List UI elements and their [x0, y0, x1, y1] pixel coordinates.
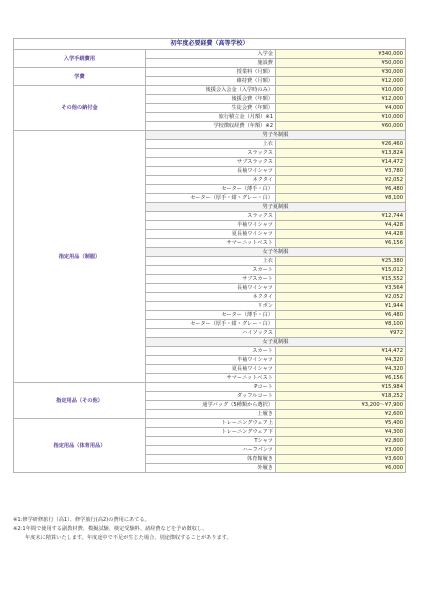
category-label: 指定用品（その他）: [14, 383, 146, 419]
item-amount: ¥2,052: [276, 176, 406, 185]
footnote-2: ※2:1年間で使用する副教材費、模擬試験、検定受験料、諸経費などを予め徴収し、: [13, 526, 208, 532]
footnote-1: ※1:修学研修旅行（高1）、修学旅行(高2)の費用にあてる。: [13, 517, 150, 523]
item-amount: ¥15,984: [276, 383, 406, 392]
item-label: ネクタイ: [146, 176, 276, 185]
item-label: サマーニットベスト: [146, 239, 276, 248]
fee-row: [14, 419, 406, 428]
item-label: 後援会費（年額）: [146, 95, 276, 104]
item-label: 長袖ワイシャツ: [146, 167, 276, 176]
item-amount: ¥3,200～¥7,900: [276, 401, 406, 410]
item-amount: ¥3,000: [276, 446, 406, 455]
item-label: トレーニングウェア上: [146, 419, 276, 428]
item-amount: ¥3,780: [276, 167, 406, 176]
uniform-group-header: 女子夏制服: [146, 338, 406, 347]
item-amount: ¥15,012: [276, 266, 406, 275]
uniform-group-header: 男子夏制服: [146, 203, 406, 212]
item-amount: ¥10,000: [276, 86, 406, 95]
item-label: 半袖ワイシャツ: [146, 221, 276, 230]
fee-row: [14, 86, 406, 95]
item-label: 後援会入会金（入学時のみ）: [146, 86, 276, 95]
item-amount: ¥6,156: [276, 239, 406, 248]
subheader-row: [14, 131, 406, 140]
item-amount: ¥1,944: [276, 302, 406, 311]
item-label: Pコート: [146, 383, 276, 392]
item-amount: ¥13,824: [276, 149, 406, 158]
item-amount: ¥60,000: [276, 122, 406, 131]
item-label: 夏長袖ワイシャツ: [146, 230, 276, 239]
item-label: Tシャツ: [146, 437, 276, 446]
item-label: 生徒会費（年額）: [146, 104, 276, 113]
item-amount: ¥5,400: [276, 419, 406, 428]
item-amount: ¥340,000: [276, 50, 406, 59]
item-amount: ¥6,480: [276, 185, 406, 194]
item-amount: ¥12,744: [276, 212, 406, 221]
item-label: 維持費（月額）: [146, 77, 276, 86]
item-label: スカート: [146, 266, 276, 275]
item-amount: ¥14,472: [276, 158, 406, 167]
item-amount: ¥26,460: [276, 140, 406, 149]
item-amount: ¥8,100: [276, 194, 406, 203]
item-amount: ¥6,000: [276, 464, 406, 473]
item-label: スカート: [146, 347, 276, 356]
uniform-group-header: 女子冬制服: [146, 248, 406, 257]
item-label: サブスラックス: [146, 158, 276, 167]
fee-table: [13, 38, 406, 473]
item-label: 旅行積立金（月額）※1: [146, 113, 276, 122]
item-label: ハーフパンツ: [146, 446, 276, 455]
item-label: 夏長袖ワイシャツ: [146, 365, 276, 374]
item-label: サブスカート: [146, 275, 276, 284]
item-amount: ¥4,428: [276, 230, 406, 239]
category-label: 指定用品（制服）: [14, 131, 146, 383]
table-title: 初年度必要経費（高等学校）: [14, 39, 406, 50]
item-amount: ¥4,320: [276, 365, 406, 374]
item-amount: ¥30,000: [276, 68, 406, 77]
item-amount: ¥2,052: [276, 293, 406, 302]
item-label: セーター（薄手・白）: [146, 185, 276, 194]
item-label: 上履き: [146, 410, 276, 419]
footnote-2-continued: 年度末に精算いたします。年度途中で不足が生じた場合、別途徴収することがあります。: [25, 535, 232, 541]
item-amount: ¥10,000: [276, 113, 406, 122]
item-amount: ¥2,800: [276, 437, 406, 446]
item-label: リボン: [146, 302, 276, 311]
item-label: 通学バッグ（5種類から選択）: [146, 401, 276, 410]
category-label: 学費: [14, 68, 146, 86]
item-label: 施設費: [146, 59, 276, 68]
item-label: 長袖ワイシャツ: [146, 284, 276, 293]
item-label: 外履き: [146, 464, 276, 473]
item-amount: ¥4,000: [276, 104, 406, 113]
item-amount: ¥6,156: [276, 374, 406, 383]
item-label: セーター（厚手・紺・グレー・白）: [146, 194, 276, 203]
footnotes: [13, 516, 405, 543]
title-row: [14, 39, 406, 50]
item-amount: ¥12,000: [276, 77, 406, 86]
fee-row: [14, 50, 406, 59]
item-label: 半袖ワイシャツ: [146, 356, 276, 365]
item-amount: ¥25,380: [276, 257, 406, 266]
item-amount: ¥14,472: [276, 347, 406, 356]
item-amount: ¥50,000: [276, 59, 406, 68]
item-amount: ¥4,428: [276, 221, 406, 230]
item-amount: ¥6,480: [276, 311, 406, 320]
item-label: 上衣: [146, 257, 276, 266]
item-amount: ¥2,600: [276, 410, 406, 419]
item-amount: ¥18,252: [276, 392, 406, 401]
item-amount: ¥972: [276, 329, 406, 338]
item-label: セーター（厚手・紺・グレー・白）: [146, 320, 276, 329]
item-label: ハイソックス: [146, 329, 276, 338]
category-label: その他の納付金: [14, 86, 146, 131]
item-label: 授業料（月額）: [146, 68, 276, 77]
item-amount: ¥4,320: [276, 356, 406, 365]
uniform-group-header: 男子冬制服: [146, 131, 406, 140]
item-label: ネクタイ: [146, 293, 276, 302]
item-label: サマーニットベスト: [146, 374, 276, 383]
item-label: 体育館履き: [146, 455, 276, 464]
item-amount: ¥15,552: [276, 275, 406, 284]
fee-row: [14, 383, 406, 392]
item-label: 上衣: [146, 140, 276, 149]
item-amount: ¥4,300: [276, 428, 406, 437]
item-amount: ¥3,564: [276, 284, 406, 293]
fee-row: [14, 68, 406, 77]
category-label: 入学手続費用: [14, 50, 146, 68]
item-amount: ¥12,000: [276, 95, 406, 104]
item-amount: ¥3,600: [276, 455, 406, 464]
item-label: トレーニングウェア下: [146, 428, 276, 437]
item-label: 学校徴収経費（年額）※2: [146, 122, 276, 131]
item-amount: ¥8,100: [276, 320, 406, 329]
item-label: セーター（薄手・白）: [146, 311, 276, 320]
item-label: 入学金: [146, 50, 276, 59]
item-label: スラックス: [146, 149, 276, 158]
item-label: ダッフルコート: [146, 392, 276, 401]
fee-sheet: [13, 38, 405, 473]
item-label: スラックス: [146, 212, 276, 221]
category-label: 指定用品（体育用品）: [14, 419, 146, 473]
